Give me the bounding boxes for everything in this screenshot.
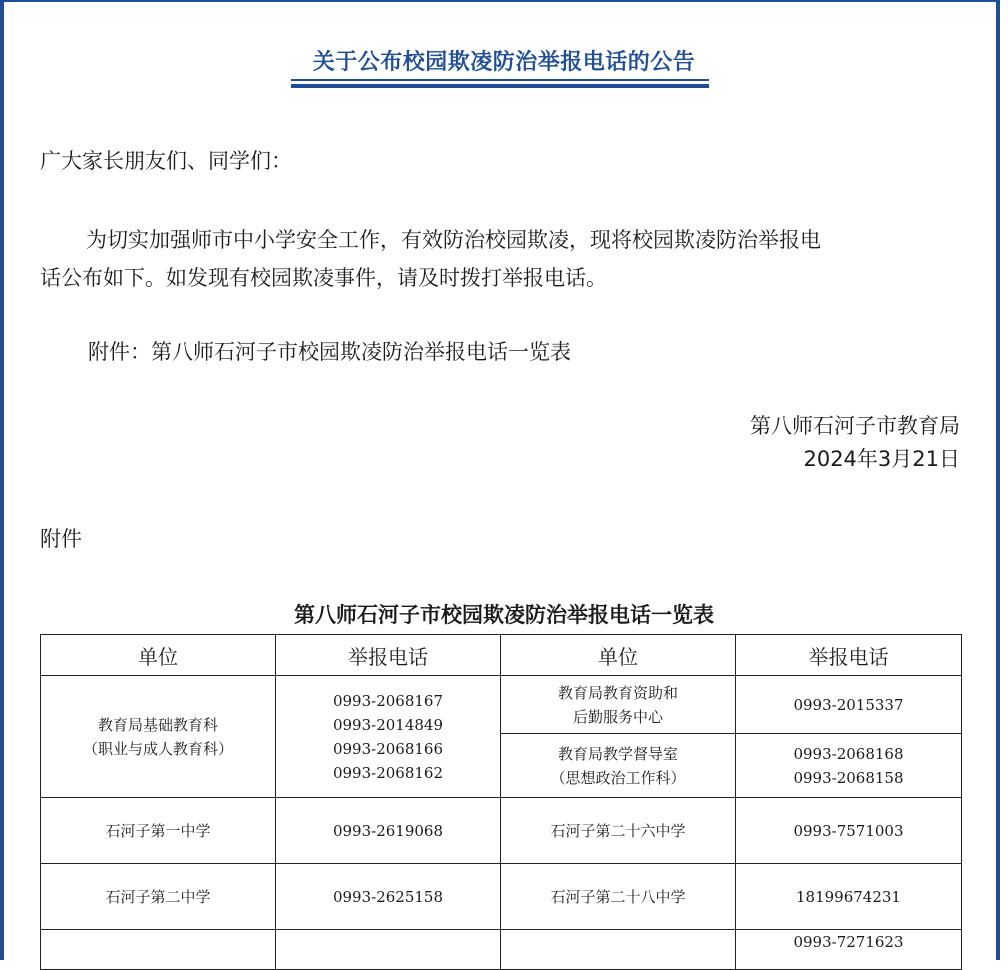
header-phone-left: 举报电话 xyxy=(276,635,501,676)
phone-number: 0993-2068166 xyxy=(332,739,444,758)
attachment-heading: 附件 xyxy=(40,527,82,551)
notice-title: 关于公布校园欺凌防治举报电话的公告 xyxy=(312,50,696,75)
phone-number: 0993-2014849 xyxy=(332,715,444,734)
table-cell-unit xyxy=(501,676,736,734)
notice-body xyxy=(40,221,968,297)
unit-line: 教育局教育资助和 xyxy=(557,683,678,702)
signature-block xyxy=(750,410,960,476)
table-cell-unit: 石河子第一中学 xyxy=(41,798,276,864)
table-row xyxy=(41,676,962,734)
unit-line: 教育局基础教育科 xyxy=(97,715,218,734)
table-cell-unit: 石河子第二中学 xyxy=(41,864,276,930)
phone-number: 0993-2068168 xyxy=(793,744,904,763)
phone-number: 0993-2068162 xyxy=(332,763,444,782)
table-cell-phone: 0993-2625158 xyxy=(276,864,501,930)
table-cell-unit: 石河子第二十六中学 xyxy=(501,798,736,864)
unit-line: （职业与成人教育科） xyxy=(82,739,233,758)
table-cell-phone: 0993-2619068 xyxy=(276,798,501,864)
table-cell-phone: 18199674231 xyxy=(736,864,962,930)
signature-org: 第八师石河子市教育局 xyxy=(750,414,960,438)
table-cell-phone: 0993-2015337 xyxy=(736,676,962,734)
phone-number: 0993-2068158 xyxy=(793,768,904,787)
table-cell-unit xyxy=(41,676,276,798)
table-cell-phone xyxy=(736,734,962,798)
table-cell-phone xyxy=(276,930,501,970)
header-unit-right: 单位 xyxy=(501,635,736,676)
header-unit-left: 单位 xyxy=(41,635,276,676)
signature-date: 2024年3月21日 xyxy=(803,447,960,471)
unit-line: 教育局教学督导室 xyxy=(557,744,678,763)
table-row xyxy=(41,798,962,864)
table-cell-unit xyxy=(41,930,276,970)
body-line-1: 为切实加强师市中小学安全工作，有效防治校园欺凌，现将校园欺凌防治举报电 xyxy=(86,228,821,252)
table-cell-unit xyxy=(501,930,736,970)
greeting: 广大家长朋友们、同学们： xyxy=(40,149,292,173)
attachment-reference: 附件：第八师石河子市校园欺凌防治举报电话一览表 xyxy=(88,340,571,364)
unit-line: 后勤服务中心 xyxy=(572,707,663,726)
unit-line: （思想政治工作科） xyxy=(550,768,686,787)
phone-number: 0993-2068167 xyxy=(332,691,444,710)
header-phone-right: 举报电话 xyxy=(736,635,962,676)
table-cell-phone: 0993-7271623 xyxy=(736,930,962,970)
body-line-2: 话公布如下。如发现有校园欺凌事件，请及时拨打举报电话。 xyxy=(40,266,607,290)
table-cell-phone xyxy=(276,676,501,798)
table-title: 第八师石河子市校园欺凌防治举报电话一览表 xyxy=(294,603,714,627)
table-cell-unit xyxy=(501,734,736,798)
table-cell-phone: 0993-7571003 xyxy=(736,798,962,864)
table-row xyxy=(41,930,962,970)
hotline-table xyxy=(40,634,962,970)
table-row xyxy=(41,864,962,930)
table-cell-unit: 石河子第二十八中学 xyxy=(501,864,736,930)
title-underline xyxy=(291,79,709,88)
table-header-row xyxy=(41,635,962,676)
